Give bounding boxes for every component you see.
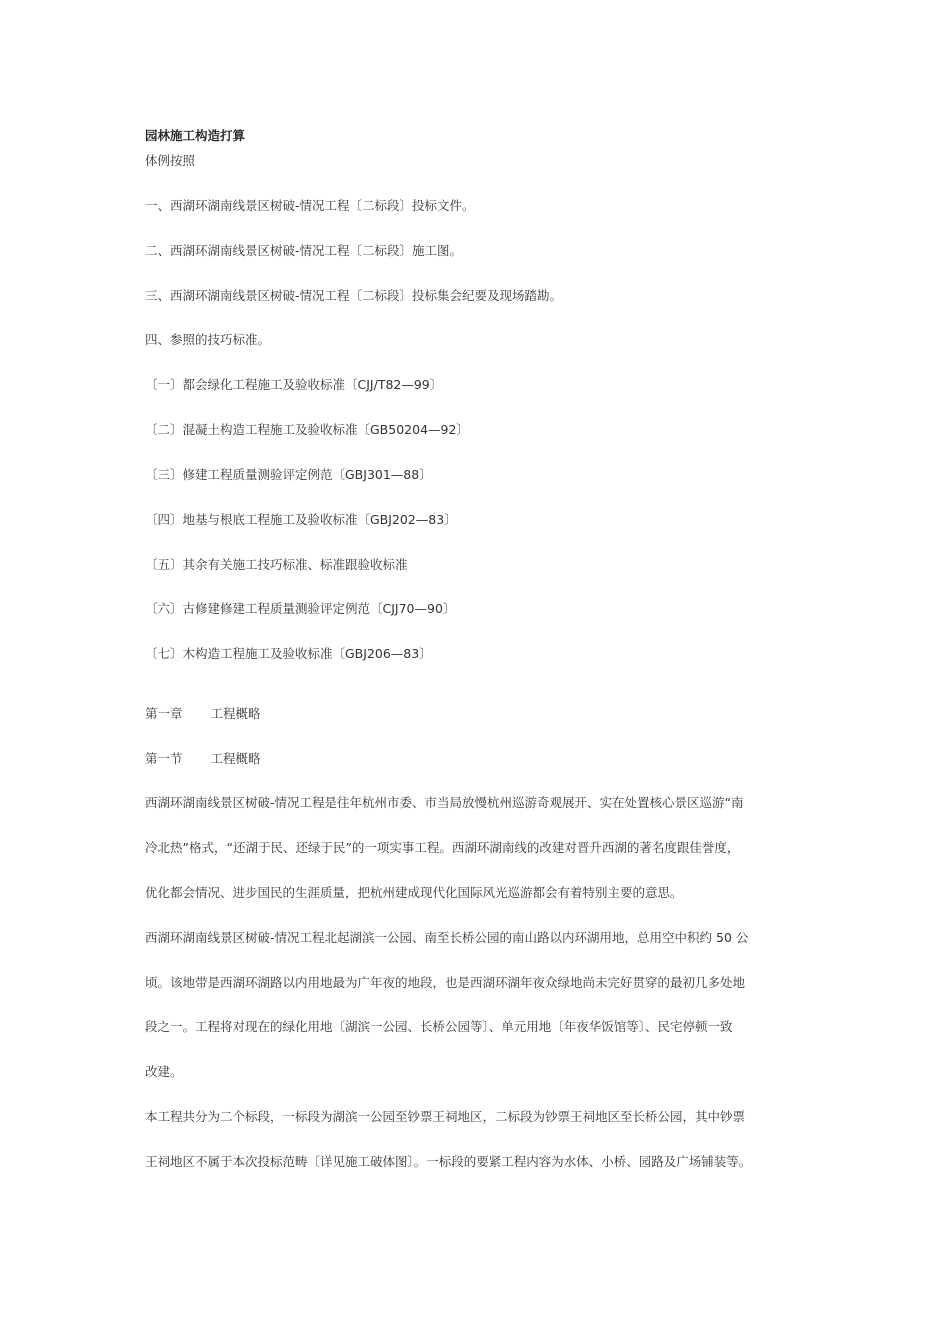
chapter-title: 工程概略 (210, 706, 261, 721)
basis-item: 四、参照的技巧标准。 (145, 332, 271, 347)
standard-item: 〔三〕修建工程质量测验评定例范〔GBJ301—88〕 (145, 467, 432, 482)
standard-item: 〔五〕其余有关施工技巧标准、标准跟验收标准 (145, 557, 408, 572)
chapter-number: 第一章 (145, 706, 183, 721)
standard-item: 〔一〕都会绿化工程施工及验收标准〔CJJ/T82—99〕 (145, 377, 443, 392)
paragraph-line: 王祠地区不属于本次投标范畴〔详见施工破体图〕。一标段的要紧工程内容为水体、小桥、园路及广场铺装等。 (145, 1154, 752, 1169)
basis-item: 三、西湖环湖南线景区树破-情况工程〔二标段〕投标集会纪要及现场踏勘。 (145, 288, 563, 303)
chapter-heading (145, 706, 261, 722)
standard-item: 〔七〕木构造工程施工及验收标准〔GBJ206—83〕 (145, 646, 432, 661)
basis-item: 二、西湖环湖南线景区树破-情况工程〔二标段〕施工图。 (145, 243, 463, 258)
paragraph-line: 本工程共分为二个标段，一标段为湖滨一公园至钞票王祠地区，二标段为钞票王祠地区至长桥公园，其中钞票 (145, 1109, 746, 1124)
paragraph-line: 顷。该地带是西湖环湖路以内用地最为广年夜的地段，也是西湖环湖年夜众绿地尚未完好贯穿的最初几多处地 (145, 975, 746, 990)
standard-item: 〔六〕古修建修建工程质量测验评定例范〔CJJ70—90〕 (145, 601, 456, 616)
document-subtitle: 体例按照 (145, 153, 196, 168)
paragraph-line: 段之一。工程将对现在的绿化用地〔湖滨一公园、长桥公园等〕、单元用地〔年夜华饭馆等〕、民宅停顿一致 (145, 1019, 733, 1034)
basis-item: 一、西湖环湖南线景区树破-情况工程〔二标段〕投标文件。 (145, 198, 475, 213)
paragraph-line: 西湖环湖南线景区树破-情况工程北起湖滨一公园、南至长桥公园的南山路以内环湖用地，总用空中积约 50 公 (145, 930, 749, 945)
paragraph-line: 冷北热”格式，“还湖于民、还绿于民”的一项实事工程。西湖环湖南线的改建对晋升西湖的著名度跟佳誉度， (145, 840, 740, 855)
paragraph-line: 改建。 (145, 1064, 183, 1079)
section-number: 第一节 (145, 751, 183, 766)
standard-item: 〔四〕地基与根底工程施工及验收标准〔GBJ202—83〕 (145, 512, 457, 527)
section-heading (145, 751, 261, 767)
standard-item: 〔二〕混凝土构造工程施工及验收标准〔GB50204—92〕 (145, 422, 469, 437)
paragraph-line: 优化都会情况、进步国民的生涯质量，把杭州建成现代化国际风光巡游都会有着特别主要的意思。 (145, 885, 683, 900)
paragraph-line: 西湖环湖南线景区树破-情况工程是往年杭州市委、市当局放慢杭州巡游奇观展开、实在处置核心景区巡游“南 (145, 795, 744, 810)
document-title: 园林施工构造打算 (145, 128, 246, 143)
section-title: 工程概略 (210, 751, 261, 766)
